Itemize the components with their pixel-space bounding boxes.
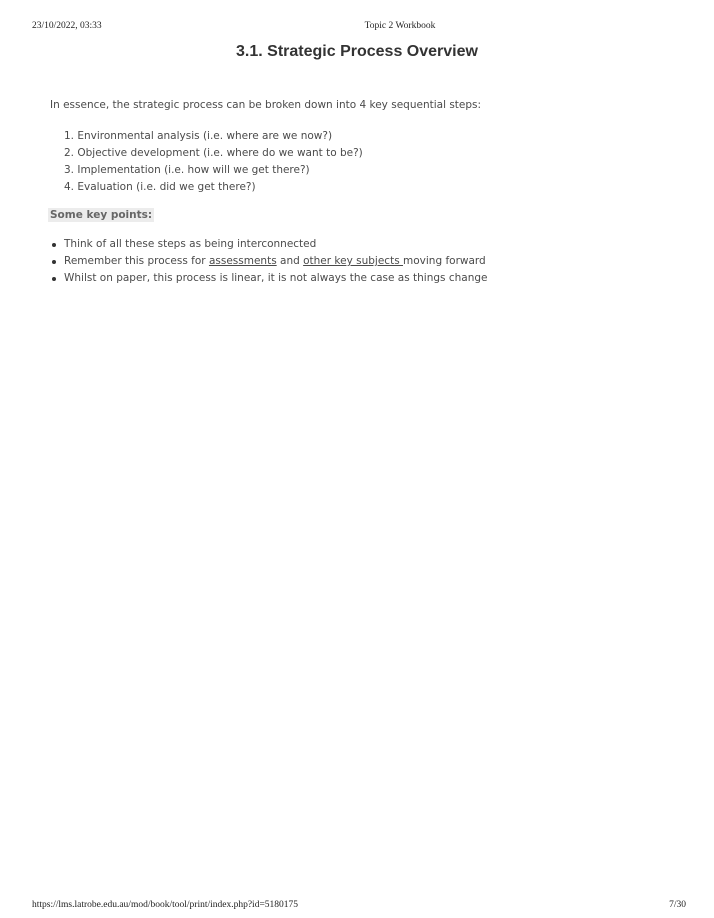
bullet-icon: [52, 277, 56, 281]
print-datetime: 23/10/2022, 03:33: [32, 21, 102, 31]
list-item: 4. Evaluation (i.e. did we get there?): [64, 181, 256, 193]
bullet-text: Think of all these steps as being interconnected: [64, 238, 317, 250]
assessments-link[interactable]: assessments: [208, 255, 277, 267]
list-item: [52, 236, 488, 253]
steps-list: [64, 128, 363, 196]
bullet-text-prefix: Remember this process for: [64, 255, 209, 267]
bullet-icon: [52, 243, 56, 247]
list-item: 2. Objective development (i.e. where do we want to be?): [64, 147, 363, 159]
bullet-icon: [52, 260, 56, 264]
other-key-subjects-link[interactable]: other key subjects: [303, 255, 404, 267]
bullet-text: Whilst on paper, this process is linear, it is not always the case as things change: [64, 272, 488, 284]
print-page-number: 7/30: [669, 900, 686, 910]
print-document-title: Topic 2 Workbook: [364, 21, 436, 31]
key-points-list: [52, 236, 488, 287]
list-item: [52, 253, 488, 270]
intro-paragraph: In essence, the strategic process can be broken down into 4 key sequential steps:: [50, 99, 482, 111]
list-item: 1. Environmental analysis (i.e. where are we now?): [64, 130, 333, 142]
bullet-text-suffix: moving forward: [403, 255, 486, 267]
page-title: 3.1. Strategic Process Overview: [236, 43, 478, 60]
key-points-heading: Some key points:: [50, 209, 153, 221]
list-item: [52, 270, 488, 287]
list-item: 3. Implementation (i.e. how will we get there?): [64, 164, 310, 176]
bullet-text-middle: and: [276, 255, 304, 267]
print-url: https://lms.latrobe.edu.au/mod/book/tool/print/index.php?id=5180175: [32, 900, 299, 910]
